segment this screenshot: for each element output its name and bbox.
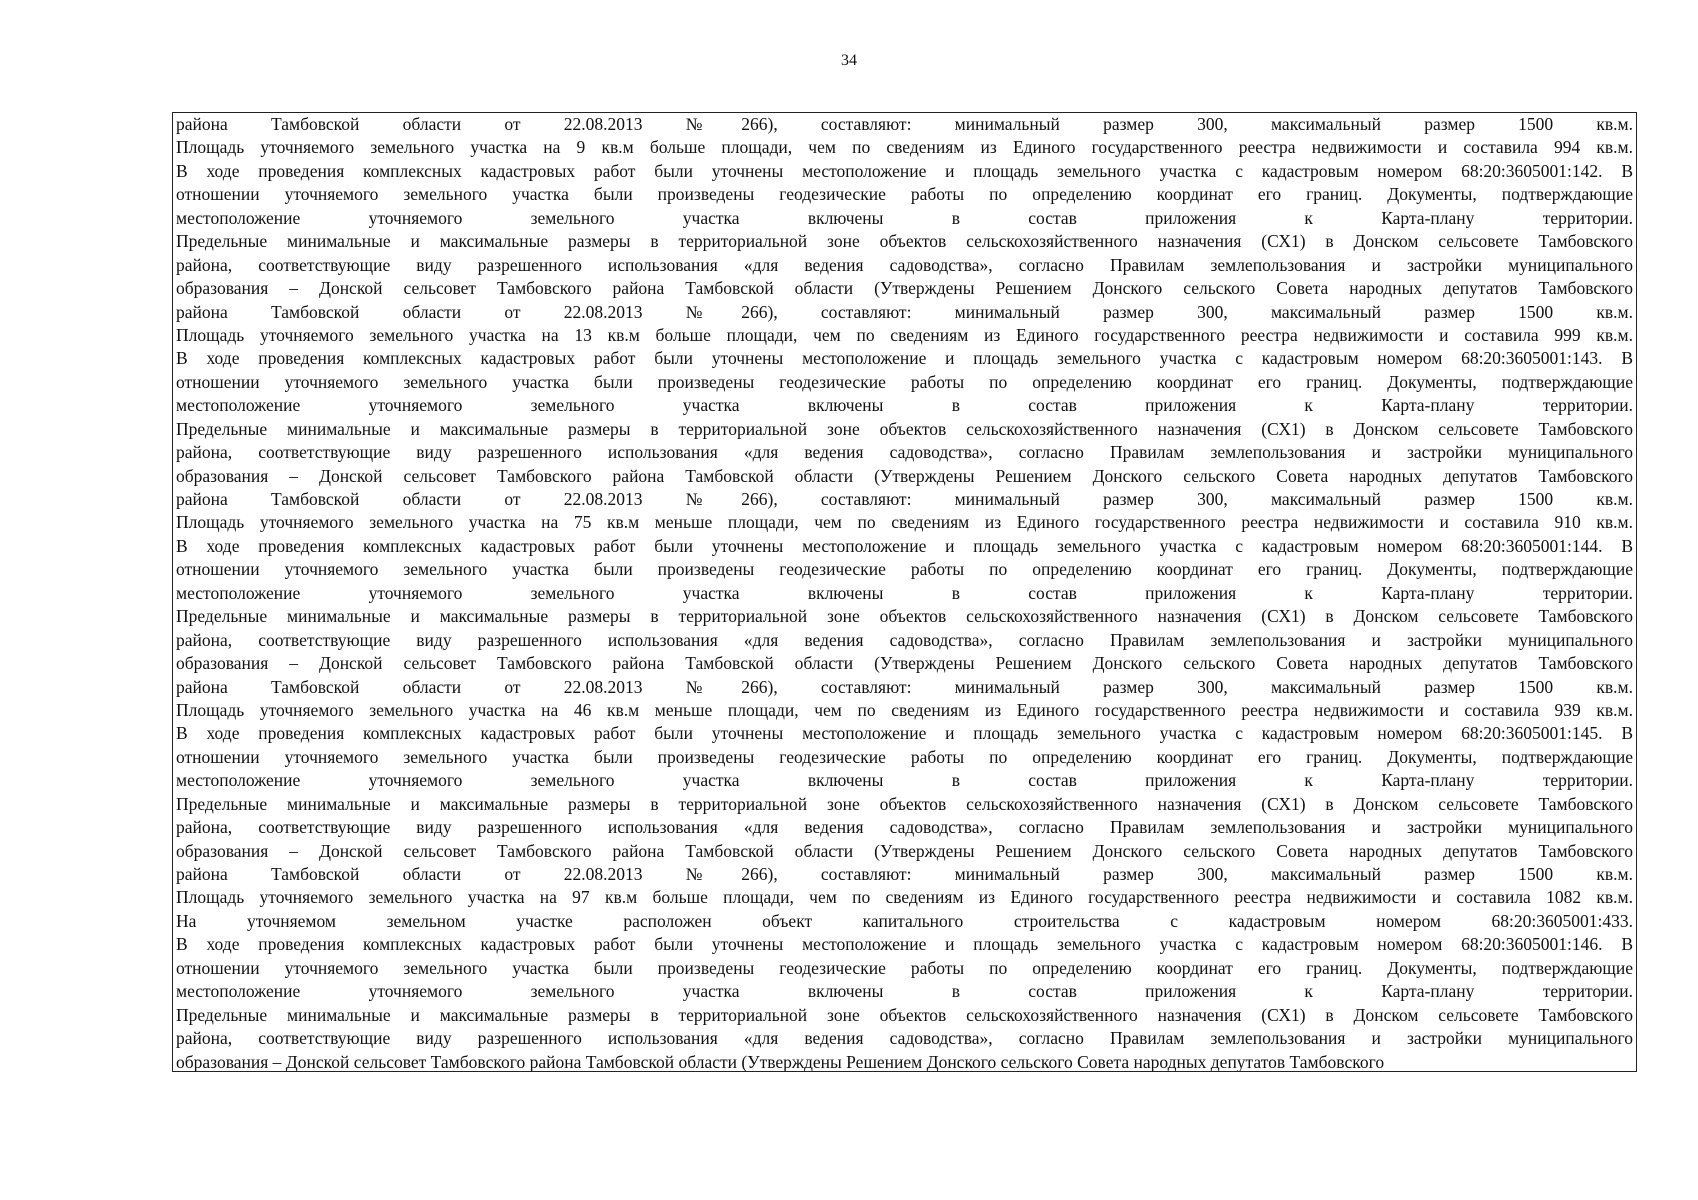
text-line: местоположение уточняемого земельного участка включены в состав приложения к Карта-плану территории. [176, 207, 1633, 228]
text-line: района, соответствующие виду разрешенного использования «для ведения садоводства», согласно Правилам землепользования и застройки муниципального [176, 629, 1633, 650]
text-line: отношении уточняемого земельного участка были произведены геодезические работы по определению координат его границ. Документы, подтверждающие [176, 746, 1633, 767]
page-number: 34 [841, 52, 857, 69]
text-line: района Тамбовской области от 22.08.2013 №266), составляют: минимальный размер 300, максимальный размер 1500 кв.м. [176, 864, 1633, 884]
text-line: образования – Донской сельсовет Тамбовского района Тамбовской области (Утверждены Решением Донского сельского Совета народных депутатов Тамбовского [176, 840, 1633, 861]
text-line: отношении уточняемого земельного участка были произведены геодезические работы по определению координат его границ. Документы, подтверждающие [176, 957, 1633, 978]
text-line: района, соответствующие виду разрешенного использования «для ведения садоводства», согласно Правилам землепользования и застройки муниципального [176, 254, 1633, 275]
text-line: В ходе проведения комплексных кадастровых работ были уточнены местоположение и площадь земельного участка с кадастровым номером 68:20:3605001:143. В [176, 348, 1633, 369]
text-line: Предельные минимальные и максимальные размеры в территориальной зоне объектов сельскохозяйственного назначения (СХ1) в Донском сельсовете Тамбовского [176, 793, 1633, 814]
text-line: отношении уточняемого земельного участка были произведены геодезические работы по определению координат его границ. Документы, подтверждающие [176, 184, 1633, 205]
text-line: Предельные минимальные и максимальные размеры в территориальной зоне объектов сельскохозяйственного назначения (СХ1) в Донском сельсовете Тамбовского [176, 606, 1633, 627]
text-line: района, соответствующие виду разрешенного использования «для ведения садоводства», согласно Правилам землепользования и застройки муниципального [176, 442, 1633, 463]
text-line: района Тамбовской области от 22.08.2013 №266), составляют: минимальный размер 300, максимальный размер 1500 кв.м. [176, 301, 1633, 322]
text-line: образования – Донской сельсовет Тамбовского района Тамбовской области (Утверждены Решением Донского сельского Совета народных депутатов Тамбовского [176, 278, 1633, 299]
text-line: Площадь уточняемого земельного участка на 46 кв.м меньше площади, чем по сведениям из Единого государственного реестра недвижимости и составила 939 кв.м. [176, 699, 1633, 720]
text-line: В ходе проведения комплексных кадастровых работ были уточнены местоположение и площадь земельного участка с кадастровым номером 68:20:3605001:144. В [176, 535, 1633, 556]
text-line: местоположение уточняемого земельного участка включены в состав приложения к Карта-плану территории. [176, 582, 1633, 603]
text-line: Площадь уточняемого земельного участка на 13 кв.м больше площади, чем по сведениям из Единого государственного реестра недвижимости и составила 999 кв.м. [176, 324, 1633, 345]
text-line: района Тамбовской области от 22.08.2013 №266), составляют: минимальный размер 300, максимальный размер 1500 кв.м. [176, 114, 1633, 134]
text-line: образования – Донской сельсовет Тамбовского района Тамбовской области (Утверждены Решением Донского сельского Совета народных депутатов Тамбовского [176, 1051, 1385, 1072]
text-line: местоположение уточняемого земельного участка включены в состав приложения к Карта-плану территории. [176, 770, 1633, 791]
text-line: На уточняемом земельном участке расположен объект капитального строительства с кадастровым номером 68:20:3605001:433. [176, 910, 1633, 931]
text-line: Площадь уточняемого земельного участка на 75 кв.м меньше площади, чем по сведениям из Единого государственного реестра недвижимости и составила 910 кв.м. [176, 512, 1633, 533]
text-line: образования – Донской сельсовет Тамбовского района Тамбовской области (Утверждены Решением Донского сельского Совета народных депутатов Тамбовского [176, 465, 1633, 486]
text-line: района, соответствующие виду разрешенного использования «для ведения садоводства», согласно Правилам землепользования и застройки муниципального [176, 1028, 1633, 1049]
text-line: Площадь уточняемого земельного участка на 97 кв.м больше площади, чем по сведениям из Единого государственного реестра недвижимости и составила 1082 кв.м. [176, 887, 1633, 908]
text-line: отношении уточняемого земельного участка были произведены геодезические работы по определению координат его границ. Документы, подтверждающие [176, 559, 1633, 580]
text-line: местоположение уточняемого земельного участка включены в состав приложения к Карта-плану территории. [176, 981, 1633, 1002]
text-line: В ходе проведения комплексных кадастровых работ были уточнены местоположение и площадь земельного участка с кадастровым номером 68:20:3605001:146. В [176, 934, 1633, 955]
text-line: района Тамбовской области от 22.08.2013 №266), составляют: минимальный размер 300, максимальный размер 1500 кв.м. [176, 489, 1633, 509]
text-line: Площадь уточняемого земельного участка на 9 кв.м больше площади, чем по сведениям из Единого государственного реестра недвижимости и составила 994 кв.м. [176, 137, 1633, 158]
text-line: образования – Донской сельсовет Тамбовского района Тамбовской области (Утверждены Решением Донского сельского Совета народных депутатов Тамбовского [176, 653, 1633, 674]
text-line: В ходе проведения комплексных кадастровых работ были уточнены местоположение и площадь земельного участка с кадастровым номером 68:20:3605001:145. В [176, 723, 1633, 744]
text-line: отношении уточняемого земельного участка были произведены геодезические работы по определению координат его границ. Документы, подтверждающие [176, 371, 1633, 392]
text-line: Предельные минимальные и максимальные размеры в территориальной зоне объектов сельскохозяйственного назначения (СХ1) в Донском сельсовете Тамбовского [176, 1004, 1633, 1025]
text-line: Предельные минимальные и максимальные размеры в территориальной зоне объектов сельскохозяйственного назначения (СХ1) в Донском сельсовете Тамбовского [176, 231, 1633, 252]
text-line: В ходе проведения комплексных кадастровых работ были уточнены местоположение и площадь земельного участка с кадастровым номером 68:20:3605001:142. В [176, 160, 1633, 181]
text-frame [172, 112, 1637, 1072]
text-line: Предельные минимальные и максимальные размеры в территориальной зоне объектов сельскохозяйственного назначения (СХ1) в Донском сельсовете Тамбовского [176, 418, 1633, 439]
text-line: района Тамбовской области от 22.08.2013 №266), составляют: минимальный размер 300, максимальный размер 1500 кв.м. [176, 676, 1633, 697]
text-line: района, соответствующие виду разрешенного использования «для ведения садоводства», согласно Правилам землепользования и застройки муниципального [176, 817, 1633, 838]
text-line: местоположение уточняемого земельного участка включены в состав приложения к Карта-плану территории. [176, 395, 1633, 416]
